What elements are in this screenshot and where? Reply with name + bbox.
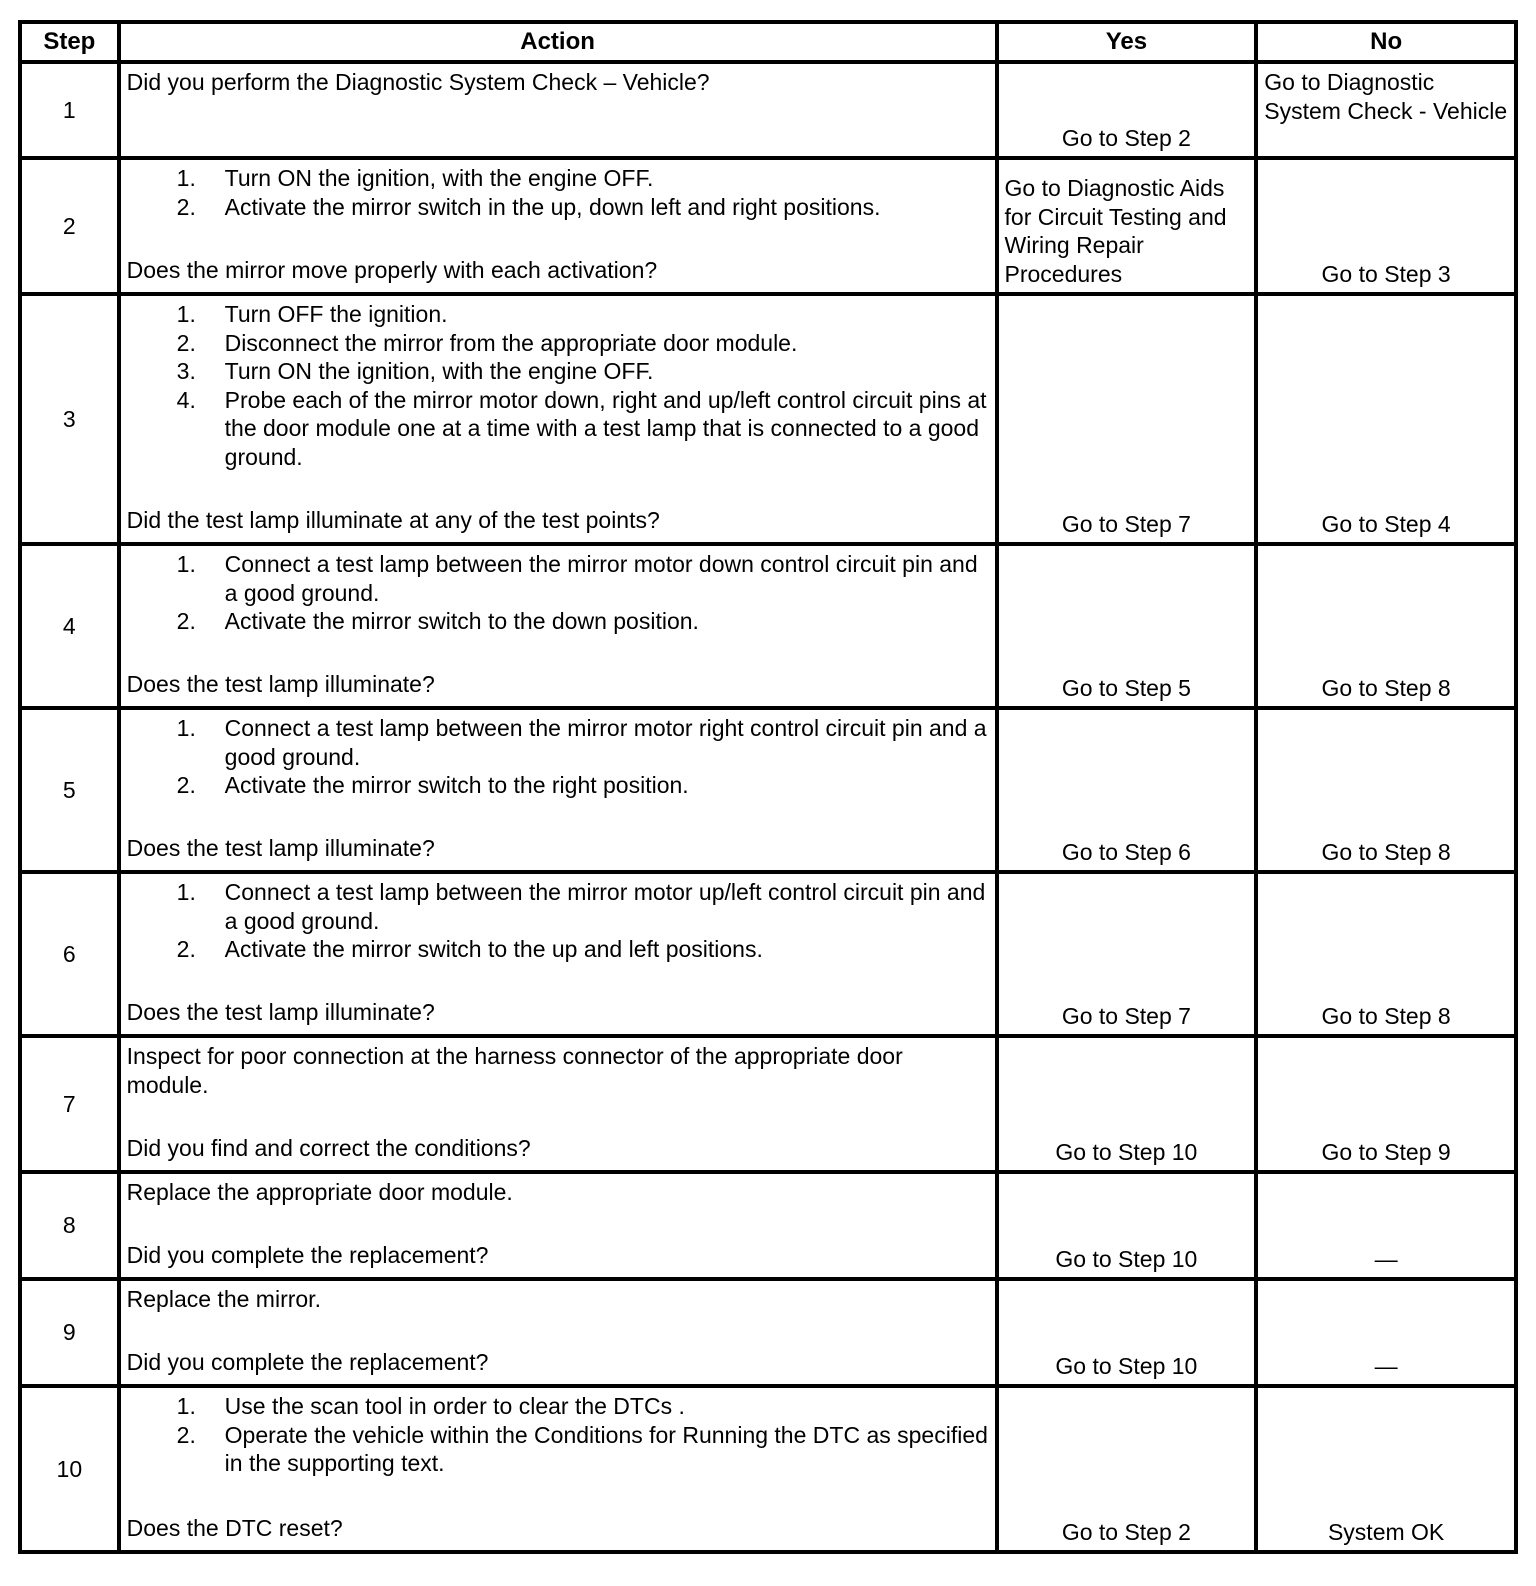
- action-step-item: [127, 878, 989, 935]
- action-intro: Replace the appropriate door module.: [126, 1179, 513, 1205]
- action-content: [121, 1174, 995, 1273]
- step-number: 10: [20, 1386, 119, 1552]
- action-step-text: Operate the vehicle within the Conditions for Running the DTC as specified in the supporting text.: [224, 1421, 988, 1476]
- action-cell: [119, 708, 997, 872]
- action-step-item: [127, 714, 989, 771]
- yes-cell: [997, 158, 1257, 294]
- yes-result: Go to Step 5: [1061, 674, 1191, 701]
- yes-result: Go to Step 10: [1055, 1352, 1198, 1379]
- no-result: Go to Step 3: [1321, 260, 1451, 287]
- action-content: [121, 1038, 995, 1166]
- action-content: [121, 1388, 995, 1546]
- action-step-text: Activate the mirror switch to the up and left positions.: [224, 936, 763, 962]
- header-no: No: [1256, 22, 1516, 62]
- table-row: [20, 708, 1516, 872]
- action-step-text: Activate the mirror switch to the down position.: [224, 608, 699, 634]
- action-step-text: Turn ON the ignition, with the engine OFF.: [224, 358, 654, 384]
- action-step-number: 2.: [176, 608, 196, 634]
- table-body: [20, 62, 1516, 1552]
- step-number: 3: [20, 294, 119, 544]
- yes-result: Go to Step 7: [1061, 1002, 1191, 1029]
- action-step-item: [127, 1392, 989, 1421]
- action-step-item: [127, 1421, 989, 1478]
- action-step-text: Activate the mirror switch to the right position.: [224, 772, 689, 798]
- action-step-item: [127, 550, 989, 607]
- action-step-number: 2.: [176, 1421, 196, 1448]
- header-yes: Yes: [997, 22, 1257, 62]
- table-row: [20, 544, 1516, 708]
- table-row: [20, 62, 1516, 158]
- no-cell: [1256, 62, 1516, 158]
- action-question: Did the test lamp illuminate at any of the test points?: [126, 506, 660, 533]
- action-cell: [119, 544, 997, 708]
- action-step-text: Activate the mirror switch in the up, down left and right positions.: [224, 193, 881, 220]
- yes-cell: [997, 1386, 1257, 1552]
- action-question: Does the test lamp illuminate?: [126, 998, 435, 1025]
- action-content: [121, 296, 995, 538]
- step-number: 9: [20, 1279, 119, 1386]
- step-number: 8: [20, 1172, 119, 1279]
- table-row: [20, 1386, 1516, 1552]
- action-step-item: [127, 357, 989, 386]
- action-step-item: [127, 300, 989, 329]
- action-step-number: 2.: [176, 193, 196, 220]
- action-question: Did you complete the replacement?: [126, 1348, 489, 1375]
- header-row: [20, 22, 1516, 62]
- header-step: Step: [20, 22, 119, 62]
- yes-result: Go to Step 2: [1061, 124, 1191, 151]
- yes-cell: [997, 544, 1257, 708]
- action-content: [121, 546, 995, 702]
- action-step-list: [127, 714, 989, 800]
- action-content: [121, 710, 995, 866]
- no-result: Go to Step 4: [1321, 510, 1451, 537]
- no-cell: [1256, 872, 1516, 1036]
- no-result: System OK: [1327, 1518, 1445, 1545]
- yes-result: Go to Step 10: [1055, 1245, 1198, 1272]
- yes-cell: [997, 294, 1257, 544]
- action-step-item: [127, 164, 989, 193]
- yes-cell: [997, 62, 1257, 158]
- action-step-list: [127, 164, 989, 221]
- step-number: 5: [20, 708, 119, 872]
- no-cell: [1256, 1036, 1516, 1172]
- no-result: Go to Step 9: [1321, 1138, 1451, 1165]
- action-step-list: [127, 878, 989, 964]
- no-cell: [1256, 544, 1516, 708]
- action-cell: [119, 1279, 997, 1386]
- table-row: [20, 1279, 1516, 1386]
- no-cell: [1256, 708, 1516, 872]
- no-result: —: [1374, 1245, 1398, 1272]
- action-step-number: 3.: [176, 358, 196, 384]
- action-step-item: [127, 935, 989, 964]
- no-result: Go to Step 8: [1321, 838, 1451, 865]
- no-result: Go to Step 8: [1321, 674, 1451, 701]
- action-question: Does the test lamp illuminate?: [126, 834, 435, 861]
- header-action: Action: [119, 22, 997, 62]
- action-content: [121, 64, 995, 152]
- no-result: Go to Diagnostic System Check - Vehicle: [1264, 69, 1508, 124]
- action-step-number: 1.: [176, 301, 196, 327]
- action-cell: [119, 294, 997, 544]
- action-step-text: Connect a test lamp between the mirror motor right control circuit pin and a good ground.: [224, 715, 987, 770]
- action-step-number: 1.: [176, 165, 196, 191]
- step-number: 2: [20, 158, 119, 294]
- step-number: 7: [20, 1036, 119, 1172]
- action-step-text: Connect a test lamp between the mirror motor down control circuit pin and a good ground.: [224, 551, 978, 606]
- yes-result: Go to Step 10: [1055, 1138, 1198, 1165]
- table-row: [20, 872, 1516, 1036]
- step-number: 6: [20, 872, 119, 1036]
- action-step-list: [127, 300, 989, 471]
- table-row: [20, 1172, 1516, 1279]
- table-row: [20, 158, 1516, 294]
- action-step-item: [127, 386, 989, 472]
- table-row: [20, 1036, 1516, 1172]
- no-result: —: [1374, 1352, 1398, 1379]
- action-question: Did you complete the replacement?: [126, 1241, 489, 1268]
- yes-cell: [997, 1172, 1257, 1279]
- action-cell: [119, 1172, 997, 1279]
- diagnostic-table: [18, 20, 1518, 1554]
- action-intro: Replace the mirror.: [126, 1286, 321, 1312]
- action-step-item: [127, 193, 989, 222]
- table-row: [20, 294, 1516, 544]
- action-step-list: [127, 1392, 989, 1478]
- yes-cell: [997, 1036, 1257, 1172]
- action-content: [121, 874, 995, 1030]
- action-step-number: 2.: [176, 772, 196, 798]
- action-question: Did you find and correct the conditions?: [126, 1134, 531, 1161]
- action-step-text: Probe each of the mirror motor down, right and up/left control circuit pins at the door module one at a time with a test lamp that is connected to a good ground.: [224, 386, 987, 470]
- action-content: [121, 1281, 995, 1380]
- no-cell: [1256, 294, 1516, 544]
- no-result: Go to Step 8: [1321, 1002, 1451, 1029]
- action-step-text: Use the scan tool in order to clear the DTCs .: [224, 1393, 685, 1419]
- no-cell: [1256, 1386, 1516, 1552]
- action-intro: Inspect for poor connection at the harness connector of the appropriate door module.: [126, 1043, 903, 1098]
- no-cell: [1256, 158, 1516, 294]
- action-step-item: [127, 607, 989, 636]
- yes-result: Go to Step 6: [1061, 838, 1191, 865]
- action-question: Does the test lamp illuminate?: [126, 670, 435, 697]
- action-question: Does the mirror move properly with each activation?: [126, 256, 658, 283]
- action-intro: Did you perform the Diagnostic System Check – Vehicle?: [126, 69, 710, 95]
- action-step-number: 1.: [176, 551, 196, 577]
- action-step-number: 1.: [176, 715, 196, 741]
- action-question: Does the DTC reset?: [126, 1514, 343, 1541]
- step-number: 1: [20, 62, 119, 158]
- action-step-text: Connect a test lamp between the mirror motor up/left control circuit pin and a good ground.: [224, 879, 986, 934]
- action-step-list: [127, 550, 989, 636]
- action-step-number: 1.: [176, 879, 196, 905]
- action-step-text: Turn OFF the ignition.: [224, 301, 448, 327]
- action-step-text: Disconnect the mirror from the appropriate door module.: [224, 329, 798, 356]
- action-cell: [119, 62, 997, 158]
- action-step-number: 1.: [176, 1393, 196, 1419]
- no-cell: [1256, 1279, 1516, 1386]
- no-cell: [1256, 1172, 1516, 1279]
- action-step-number: 2.: [176, 936, 196, 962]
- action-step-number: 4.: [176, 386, 196, 413]
- action-cell: [119, 872, 997, 1036]
- yes-result: Go to Diagnostic Aids for Circuit Testing and Wiring Repair Procedures: [1004, 175, 1227, 287]
- action-cell: [119, 1036, 997, 1172]
- yes-result: Go to Step 7: [1061, 510, 1191, 537]
- action-content: [121, 160, 995, 288]
- action-cell: [119, 158, 997, 294]
- yes-cell: [997, 872, 1257, 1036]
- step-number: 4: [20, 544, 119, 708]
- action-step-number: 2.: [176, 329, 196, 356]
- yes-cell: [997, 708, 1257, 872]
- yes-result: Go to Step 2: [1061, 1518, 1191, 1545]
- action-step-item: [127, 771, 989, 800]
- action-step-item: [127, 329, 989, 358]
- action-step-text: Turn ON the ignition, with the engine OFF.: [224, 165, 654, 191]
- yes-cell: [997, 1279, 1257, 1386]
- action-cell: [119, 1386, 997, 1552]
